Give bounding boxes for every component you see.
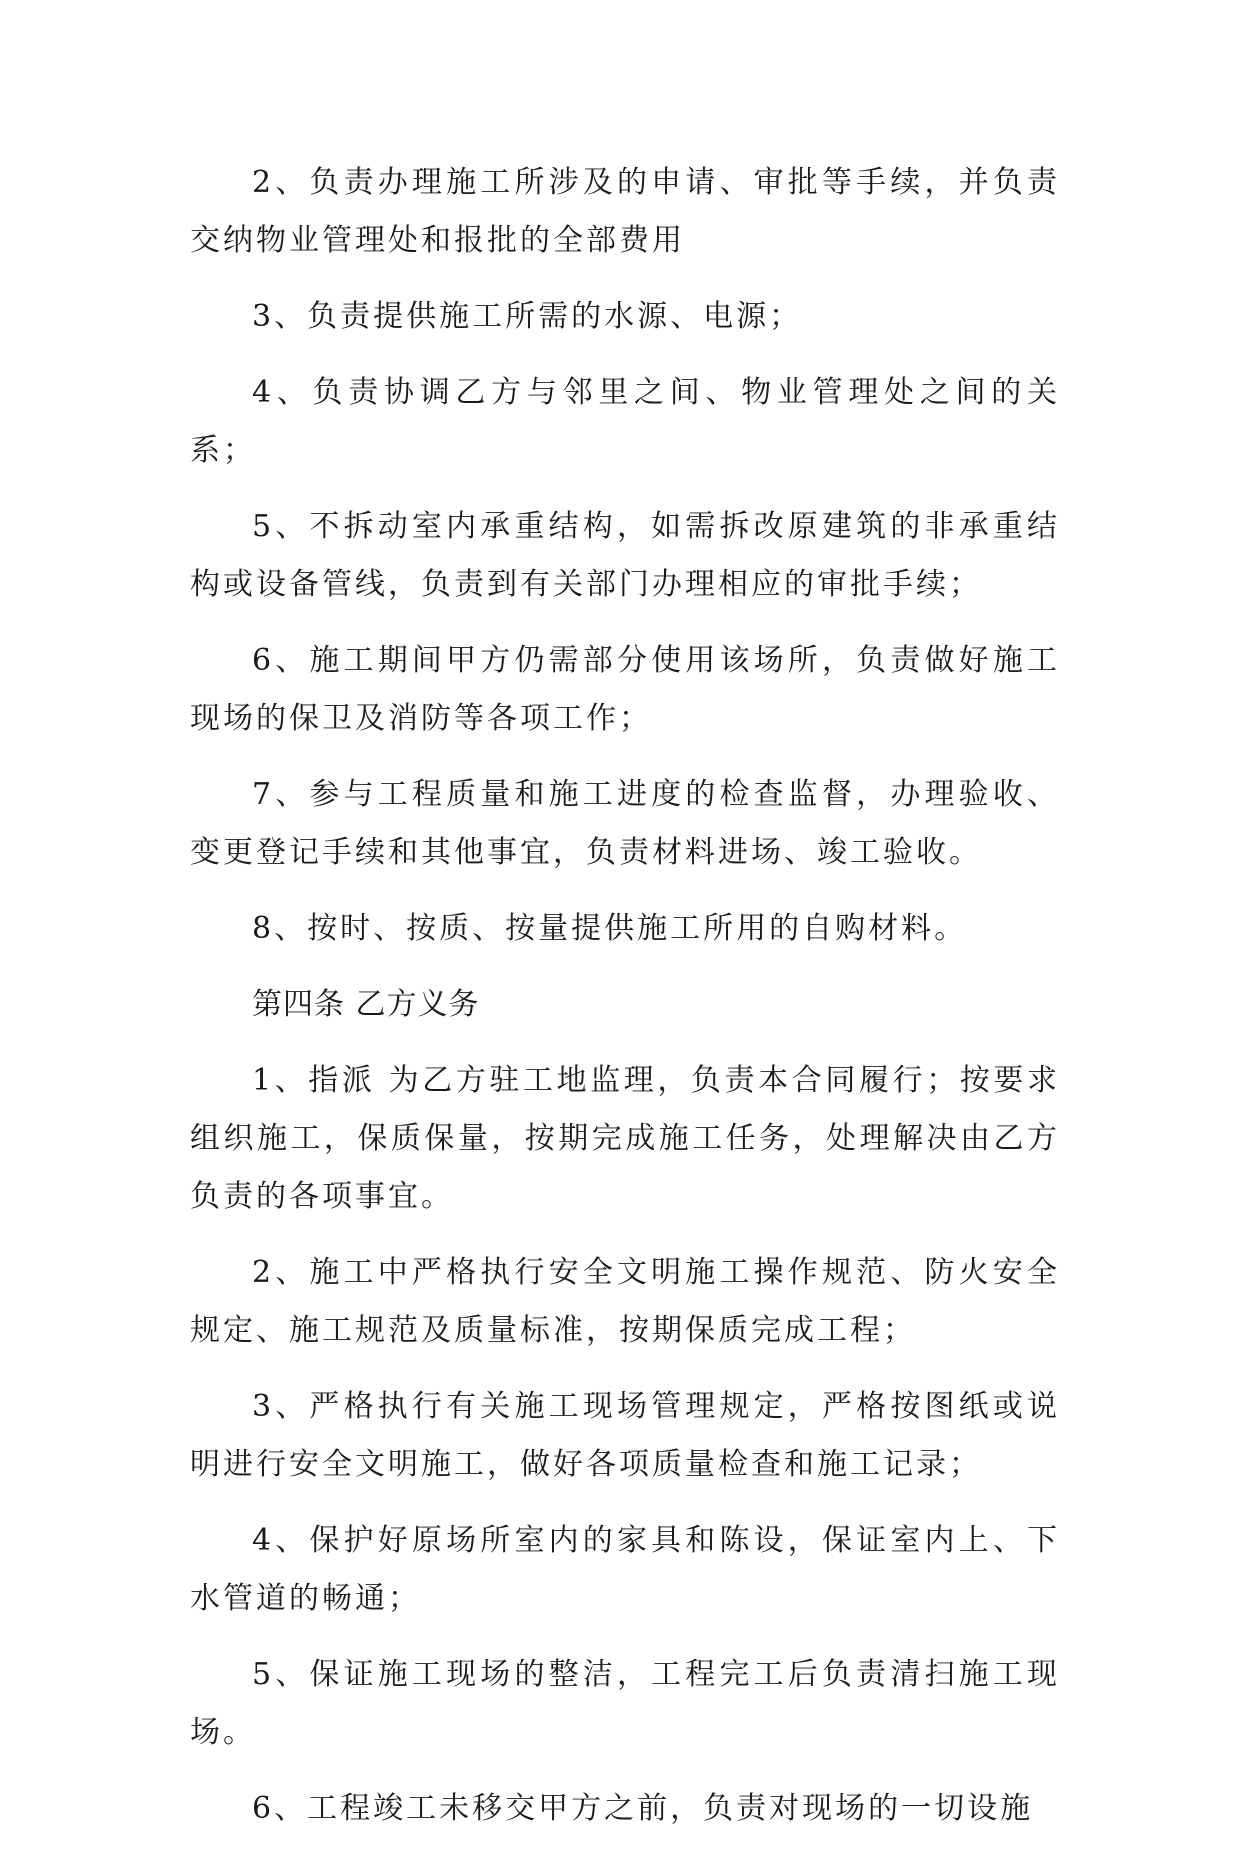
- section-heading-article-4: 第四条 乙方义务: [252, 987, 480, 1022]
- paragraph-party-a-item-5: 5、不拆动室内承重结构，如需拆改原建筑的非承重结构或设备管线，负责到有关部门办理相应的审批手续；: [190, 509, 1060, 602]
- paragraph-party-b-item-6: 6、工程竣工未移交甲方之前，负责对现场的一切设施: [252, 1791, 1034, 1826]
- paragraph-party-a-item-2: 2、负责办理施工所涉及的申请、审批等手续，并负责交纳物业管理处和报批的全部费用: [190, 165, 1060, 258]
- paragraph-party-a-item-7: 7、参与工程质量和施工进度的检查监督，办理验收、变更登记手续和其他事宜，负责材料进场、竣工验收。: [190, 777, 1060, 870]
- document-body: [190, 154, 1060, 1856]
- paragraph-party-b-item-4: 4、保护好原场所室内的家具和陈设，保证室内上、下水管道的畅通；: [190, 1523, 1060, 1616]
- paragraph-party-a-item-8: 8、按时、按质、按量提供施工所用的自购材料。: [252, 911, 968, 946]
- paragraph-party-a-item-3: 3、负责提供施工所需的水源、电源；: [252, 299, 803, 334]
- paragraph-party-b-item-2: 2、施工中严格执行安全文明施工操作规范、防火安全规定、施工规范及质量标准，按期保质完成工程；: [190, 1255, 1060, 1348]
- paragraph-party-b-item-3: 3、严格执行有关施工现场管理规定，严格按图纸或说明进行安全文明施工，做好各项质量检查和施工记录；: [190, 1389, 1060, 1482]
- paragraph-party-b-item-5: 5、保证施工现场的整洁，工程完工后负责清扫施工现场。: [190, 1657, 1060, 1750]
- paragraph-party-a-item-4: 4、负责协调乙方与邻里之间、物业管理处之间的关系；: [190, 375, 1060, 468]
- paragraph-party-b-item-1: 1、指派 为乙方驻工地监理，负责本合同履行；按要求组织施工，保质保量，按期完成施工任务，处理解决由乙方负责的各项事宜。: [190, 1063, 1060, 1214]
- paragraph-party-a-item-6: 6、施工期间甲方仍需部分使用该场所，负责做好施工现场的保卫及消防等各项工作；: [190, 643, 1060, 736]
